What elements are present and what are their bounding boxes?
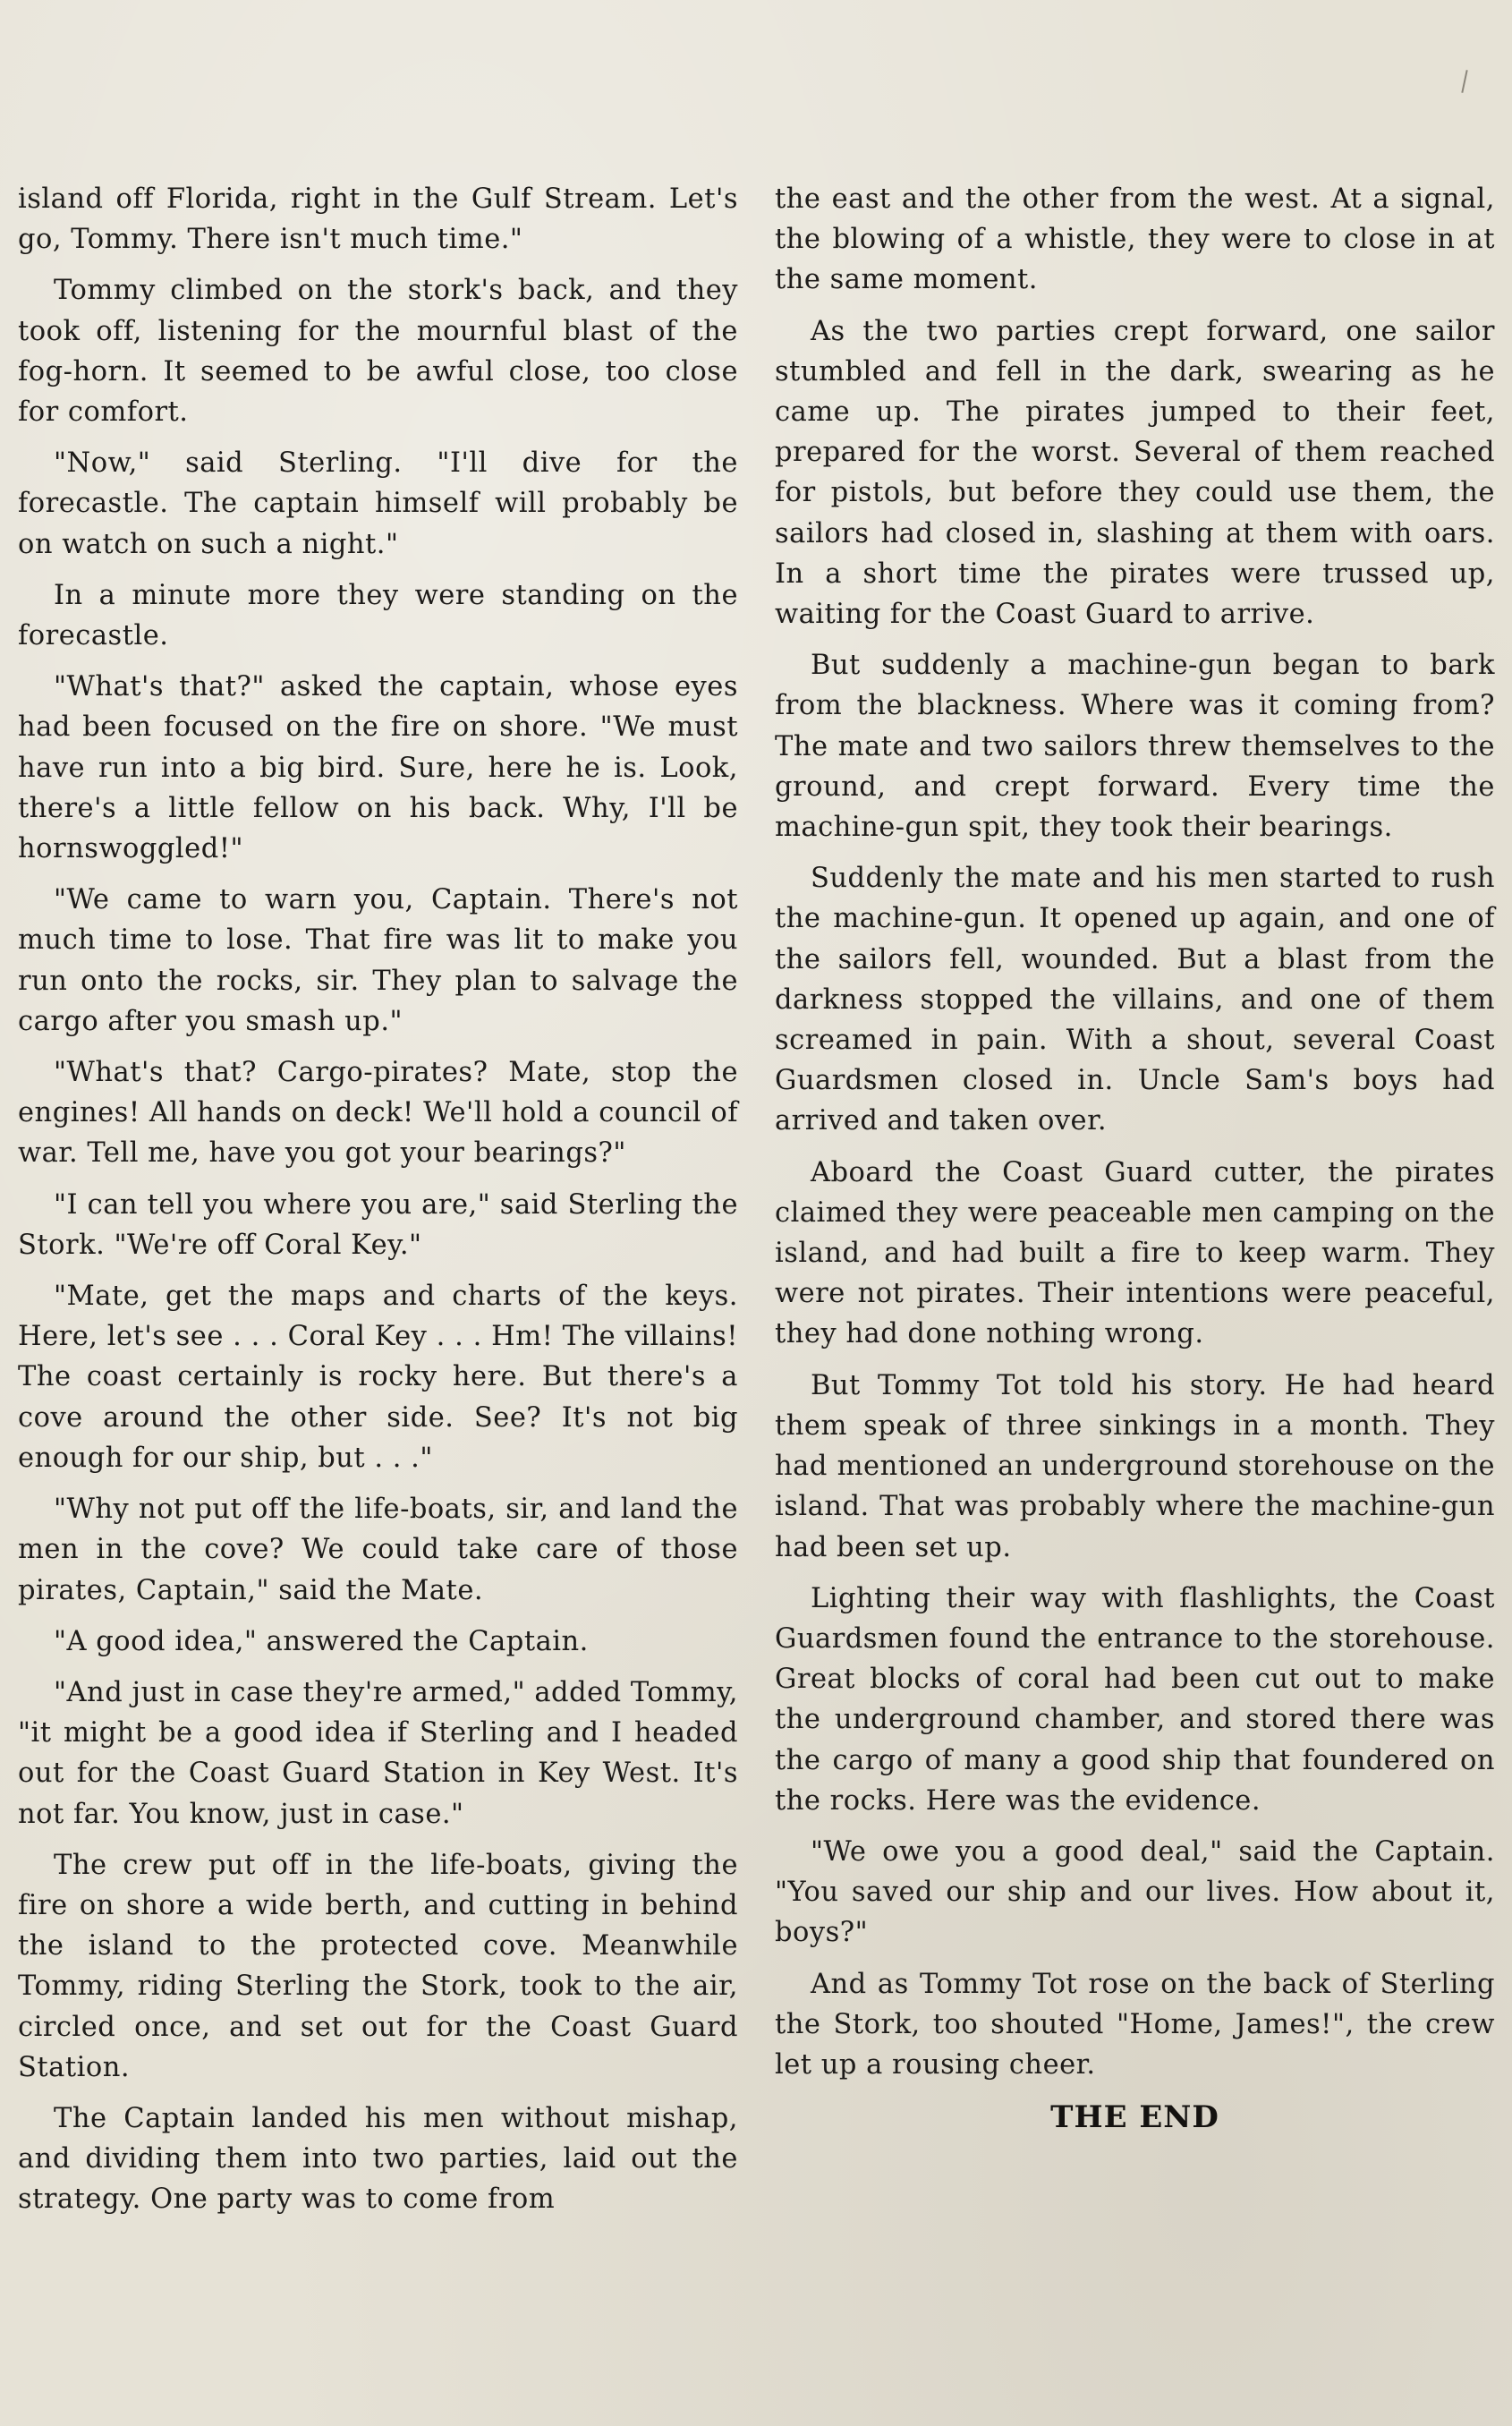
paragraph: The crew put off in the life-boats, giving the fire on shore a wide berth, and cutting in behind the island to the protected cove. Meanwhile Tommy, riding Sterling the Stork, took to the air, circled once, and set out for the Coast Guard Station. [18,1849,738,2083]
paragraph: "Why not put off the life-boats, sir, and land the men in the cove? We could take care of those pirates, Captain," said the Mate. [18,1494,738,1606]
paragraph: "I can tell you where you are," said Sterling the Stork. "We're off Coral Key." [18,1188,738,1261]
the-end-heading: THE END [1050,2099,1219,2136]
paragraph: "What's that?" asked the captain, whose eyes had been focused on the fire on shore. "We must have run into a big bird. Sure, here he is. Look, there's a little fellow on his back. Why, I'll be hornswoggled!" [18,671,738,865]
page-mark [1461,70,1467,93]
right-column [775,179,1495,2138]
paragraph: But Tommy Tot told his story. He had heard them speak of three sinkings in a month. They had mentioned an underground storehouse on the island. That was probably where the machine-gun had been set up. [775,1369,1495,1563]
paragraph: Lighting their way with flashlights, the Coast Guardsmen found the entrance to the storehouse. Great blocks of coral had been cut out to make the underground chamber, and stored there was the cargo of many a good ship that foundered on the rocks. Here was the evidence. [775,1582,1495,1817]
paragraph: "Now," said Sterling. "I'll dive for the forecastle. The captain himself will probably be on watch on such a night." [18,447,738,560]
paragraph: "Mate, get the maps and charts of the keys. Here, let's see . . . Coral Key . . . Hm! The villains! The coast certainly is rocky here. But there's a cove around the other side. See? It's not big enough for our ship, but . . ." [18,1281,738,1474]
paragraph: In a minute more they were standing on the forecastle. [18,579,738,652]
paragraph: As the two parties crept forward, one sailor stumbled and fell in the dark, swearing as he came up. The pirates jumped to their feet, prepared for the worst. Several of them reached for pistols, but before they could use them, the sailors had closed in, slashing at them with oars. In a short time the pirates were trussed up, waiting for the Coast Guard to arrive. [775,315,1495,631]
paragraph: And as Tommy Tot rose on the back of Sterling the Stork, too shouted "Home, James!", the crew let up a rousing cheer. [775,1968,1495,2081]
paragraph: "What's that? Cargo-pirates? Mate, stop the engines! All hands on deck! We'll hold a council of war. Tell me, have you got your bearings?" [18,1057,738,1170]
left-column [18,179,738,2231]
paragraph: "We came to warn you, Captain. There's not much time to lose. That fire was lit to make you run onto the rocks, sir. They plan to salvage the cargo after you smash up." [18,884,738,1037]
paragraph: "A good idea," answered the Captain. [54,1625,589,1657]
paragraph: Suddenly the mate and his men started to rush the machine-gun. It opened up again, and one of the sailors fell, wounded. But a blast from the darkness stopped the villains, and one of them screamed in pain. With a shout, several Coast Guardsmen closed in. Uncle Sam's boys had arrived and taken over. [775,863,1495,1137]
paragraph: Aboard the Coast Guard cutter, the pirates claimed they were peaceable men camping on the island, and had built a fire to keep warm. They were not pirates. Their intentions were peaceful, they had done nothing wrong. [775,1156,1495,1350]
paragraph: island off Florida, right in the Gulf Stream. Let's go, Tommy. There isn't much time." [18,183,738,256]
paragraph: Tommy climbed on the stork's back, and they took off, listening for the mournful blast of the fog-horn. It seemed to be awful close, too close for comfort. [18,275,738,429]
paragraph: The Captain landed his men without mishap, and dividing them into two parties, laid out the strategy. One party was to come from [18,2102,738,2216]
paragraph: "And just in case they're armed," added Tommy, "it might be a good idea if Sterling and I headed out for the Coast Guard Station in Key West. It's not far. You know, just in case." [18,1676,738,1830]
paragraph: "We owe you a good deal," said the Captain. "You saved our ship and our lives. How about it, boys?" [775,1835,1495,1949]
paragraph: the east and the other from the west. At a signal, the blowing of a whistle, they were to close in at the same moment. [775,183,1495,296]
paragraph: But suddenly a machine-gun began to bark from the blackness. Where was it coming from? The mate and two sailors threw themselves to the ground, and crept forward. Every time the machine-gun spit, they took their bearings. [775,650,1495,844]
